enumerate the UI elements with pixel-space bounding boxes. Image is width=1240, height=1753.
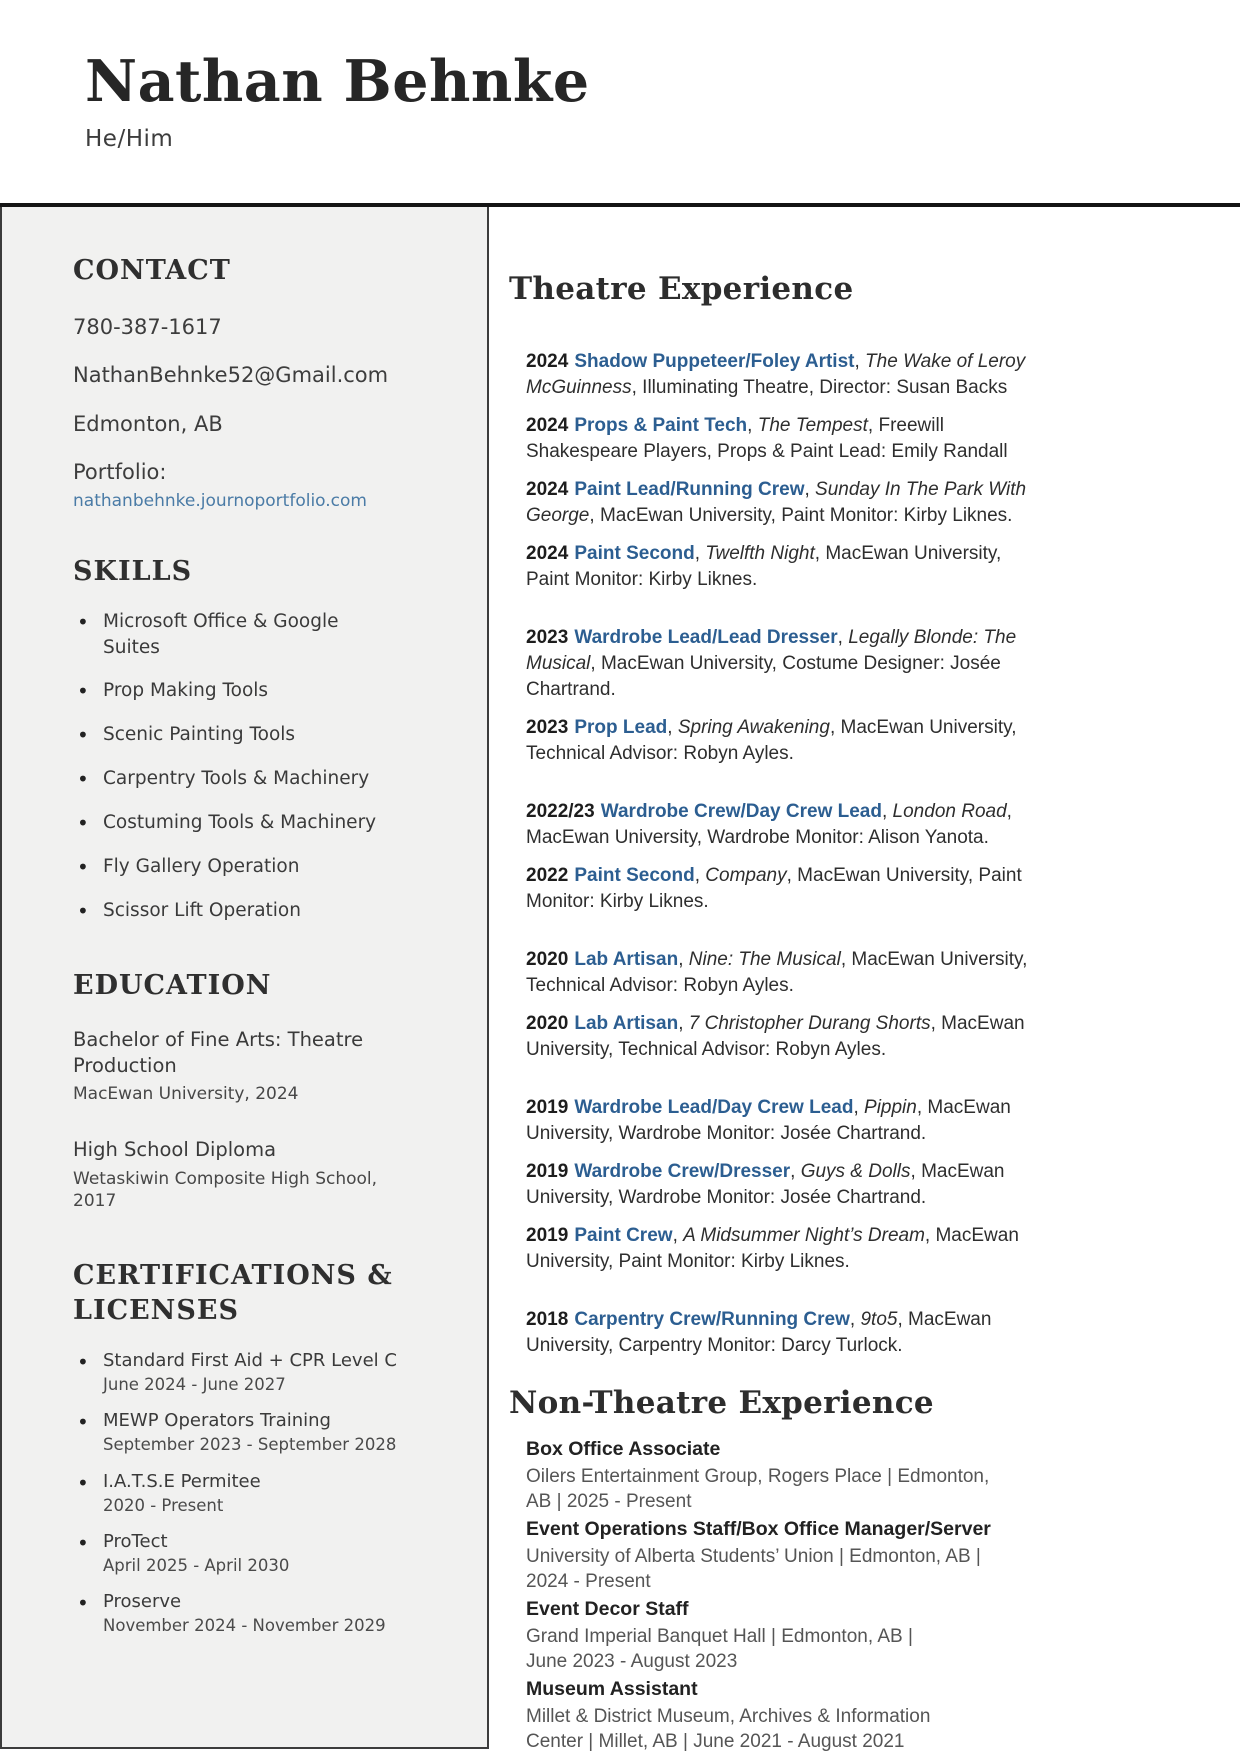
entry-detail: MacEwan University, Wardrobe Monitor: Josée Chartrand.: [526, 1097, 1011, 1144]
certifications-heading: CERTIFICATIONS & LICENSES: [73, 1260, 393, 1327]
job-title: Event Decor Staff: [526, 1598, 689, 1620]
certification-name: • I.A.T.S.E Permitee: [103, 1470, 261, 1492]
entry-separator: ,: [916, 1097, 928, 1118]
entry-show-title: Company: [705, 865, 787, 886]
portfolio-row: [73, 459, 447, 514]
certification-item: [73, 1530, 403, 1576]
education-heading: EDUCATION: [73, 969, 272, 1001]
certification-name: • Standard First Aid + CPR Level C: [103, 1349, 397, 1371]
entry-role: Paint Lead/Running Crew: [574, 479, 805, 500]
entry-separator: ,: [910, 1161, 922, 1182]
entry-role: Lab Artisan: [574, 1013, 679, 1034]
skill-item: • Scenic Painting Tools: [73, 722, 378, 748]
skills-section: [73, 554, 447, 924]
education-detail: MacEwan University, 2024: [73, 1084, 299, 1105]
certification-item: [73, 1409, 403, 1455]
education-title: High School Diploma: [73, 1138, 277, 1162]
entry-separator: ,: [924, 1225, 936, 1246]
theatre-entry: [526, 1011, 1048, 1063]
header: [0, 0, 1240, 207]
job-description: Grand Imperial Banquet Hall | Edmonton, AB | June 2023 - August 2023: [526, 1626, 913, 1672]
entry-year: 2022: [526, 865, 569, 886]
certification-item: [73, 1349, 403, 1395]
certification-dates: April 2025 - April 2030: [103, 1556, 290, 1575]
education-section: [73, 968, 447, 1213]
entry-year: 2019: [526, 1225, 569, 1246]
email-address: NathanBehnke52@Gmail.com: [73, 363, 389, 388]
entry-year: 2022/23: [526, 801, 595, 822]
entry-show-title: Sunday In The Park With George: [526, 479, 1027, 526]
entry-separator: ,: [829, 717, 841, 738]
theatre-entry: [526, 947, 1048, 999]
entry-show-title: 9to5: [860, 1309, 898, 1330]
entry-separator: ,: [786, 865, 798, 886]
pronouns: He/Him: [85, 125, 174, 152]
job-entry: [526, 1437, 1048, 1514]
education-entry: [73, 1137, 403, 1212]
entry-year: 2023: [526, 717, 569, 738]
skill-item: • Fly Gallery Operation: [73, 854, 378, 880]
entry-separator: ,: [853, 1097, 865, 1118]
entry-detail: MacEwan University, Technical Advisor: Robyn Ayles.: [526, 949, 1028, 996]
entry-separator: ,: [589, 505, 600, 526]
entry-show-title: 7 Christopher Durang Shorts: [688, 1013, 931, 1034]
theatre-entry: [526, 715, 1048, 767]
skills-list: [73, 609, 447, 924]
entry-year: 2024: [526, 351, 569, 372]
theatre-entry: [526, 1223, 1048, 1275]
non-theatre-job-list: [526, 1437, 1048, 1753]
job-entry: [526, 1597, 1048, 1674]
entry-show-title: A Midsummer Night’s Dream: [683, 1225, 925, 1246]
entry-show-title: Nine: The Musical: [688, 949, 841, 970]
skill-item: • Carpentry Tools & Machinery: [73, 766, 378, 792]
theatre-entry: [526, 349, 1048, 401]
entry-detail: MacEwan University, Paint Monitor: Kirby Liknes.: [599, 505, 1013, 526]
entry-separator: ,: [590, 653, 601, 674]
job-description: University of Alberta Students’ Union | Edmonton, AB | 2024 - Present: [526, 1546, 981, 1592]
entry-separator: ,: [837, 627, 849, 648]
certifications-section: [73, 1258, 447, 1637]
non-theatre-section: [509, 1385, 1240, 1753]
skill-item: • Scissor Lift Operation: [73, 898, 378, 924]
phone-number: 780-387-1617: [73, 315, 222, 340]
entry-separator: ,: [930, 1013, 942, 1034]
certification-dates: November 2024 - November 2029: [103, 1616, 386, 1636]
entry-separator: ,: [1006, 801, 1012, 822]
entry-separator: ,: [840, 949, 852, 970]
theatre-entry: [526, 799, 1048, 851]
job-entry: [526, 1517, 1048, 1594]
entry-show-title: Spring Awakening: [677, 717, 830, 738]
certification-name: • MEWP Operators Training: [103, 1410, 331, 1432]
job-title: Box Office Associate: [526, 1438, 721, 1460]
entry-detail: MacEwan University, Technical Advisor: Robyn Ayles.: [526, 1013, 1025, 1060]
theatre-entry: [526, 413, 1048, 465]
entry-show-title: London Road: [892, 801, 1007, 822]
skills-heading: SKILLS: [73, 555, 193, 587]
content-columns: [0, 207, 1240, 1752]
entry-show-title: Twelfth Night: [705, 543, 815, 564]
entry-separator: ,: [814, 543, 826, 564]
entry-role: Carpentry Crew/Running Crew: [574, 1309, 850, 1330]
entry-show-title: The Wake of Leroy McGuinness: [526, 351, 1026, 398]
entry-separator: ,: [867, 415, 879, 436]
theatre-entry: [526, 1095, 1048, 1147]
entry-role: Lab Artisan: [574, 949, 679, 970]
entry-year: 2024: [526, 543, 569, 564]
entry-detail: MacEwan University, Paint Monitor: Kirby Liknes.: [526, 543, 1002, 590]
entry-detail: MacEwan University, Paint Monitor: Kirby Liknes.: [526, 1225, 1019, 1272]
entry-separator: ,: [854, 351, 866, 372]
entry-separator: ,: [881, 801, 893, 822]
entry-role: Wardrobe Lead/Day Crew Lead: [574, 1097, 854, 1118]
entry-detail: MacEwan University, Technical Advisor: Robyn Ayles.: [526, 717, 1017, 764]
entry-separator: ,: [747, 415, 758, 436]
entry-year: 2018: [526, 1309, 569, 1330]
contact-section: [73, 253, 447, 514]
entry-role: Prop Lead: [574, 717, 668, 738]
entry-detail: MacEwan University, Carpentry Monitor: Darcy Turlock.: [526, 1309, 992, 1356]
entry-detail: MacEwan University, Wardrobe Monitor: Josée Chartrand.: [526, 1161, 1005, 1208]
certification-item: [73, 1590, 403, 1636]
theatre-entry-list: [526, 349, 1048, 1359]
entry-role: Props & Paint Tech: [574, 415, 748, 436]
sidebar: [0, 207, 489, 1749]
non-theatre-experience-heading: Non-Theatre Experience: [509, 1385, 934, 1421]
portfolio-label: Portfolio:: [73, 459, 167, 484]
portfolio-link[interactable]: nathanbehnke.journoportfolio.com: [73, 491, 367, 512]
entry-role: Wardrobe Crew/Day Crew Lead: [600, 801, 882, 822]
entry-show-title: Legally Blonde: The Musical: [526, 627, 1017, 674]
job-entry: [526, 1677, 1048, 1753]
main-column: [489, 207, 1240, 1752]
job-description: Millet & District Museum, Archives & Information Center | Millet, AB | June 2021 - August 2021: [526, 1706, 931, 1752]
education-list: [73, 1027, 447, 1212]
certification-dates: 2020 - Present: [103, 1495, 224, 1515]
entry-year: 2023: [526, 627, 569, 648]
entry-role: Paint Second: [574, 865, 695, 886]
entry-detail: MacEwan University, Wardrobe Monitor: Alison Yanota.: [526, 827, 989, 848]
job-description: Oilers Entertainment Group, Rogers Place | Edmonton, AB | 2025 - Present: [526, 1466, 990, 1512]
theatre-entry: [526, 625, 1048, 703]
contact-heading: CONTACT: [73, 255, 231, 286]
entry-separator: ,: [897, 1309, 909, 1330]
certifications-list: [73, 1349, 447, 1637]
entry-role: Shadow Puppeteer/Foley Artist: [574, 351, 855, 372]
certification-item: [73, 1470, 403, 1516]
education-entry: [73, 1027, 403, 1106]
skill-item: • Microsoft Office & Google Suites: [73, 609, 378, 661]
theatre-entry: [526, 541, 1048, 593]
entry-show-title: The Tempest: [757, 415, 868, 436]
entry-role: Paint Crew: [574, 1225, 673, 1246]
theatre-entry: [526, 863, 1048, 915]
education-detail: Wetaskiwin Composite High School, 2017: [73, 1169, 378, 1212]
entry-separator: ,: [678, 1013, 689, 1034]
skill-item: • Costuming Tools & Machinery: [73, 810, 378, 836]
job-title: Museum Assistant: [526, 1678, 698, 1700]
certification-name: • Proserve: [103, 1591, 182, 1613]
theatre-experience-heading: Theatre Experience: [509, 271, 854, 307]
certification-dates: September 2023 - September 2028: [103, 1435, 397, 1455]
certification-dates: June 2024 - June 2027: [103, 1374, 286, 1394]
theatre-entry: [526, 477, 1048, 529]
location: Edmonton, AB: [73, 411, 223, 436]
entry-year: 2019: [526, 1097, 569, 1118]
entry-show-title: Guys & Dolls: [800, 1161, 911, 1182]
entry-separator: ,: [631, 377, 643, 398]
entry-year: 2019: [526, 1161, 569, 1182]
entry-year: 2020: [526, 949, 569, 970]
entry-role: Wardrobe Crew/Dresser: [574, 1161, 791, 1182]
entry-separator: ,: [849, 1309, 861, 1330]
entry-separator: ,: [694, 543, 706, 564]
theatre-entry: [526, 1159, 1048, 1211]
entry-detail: MacEwan University, Paint Monitor: Kirby Liknes.: [526, 865, 1022, 912]
entry-show-title: Pippin: [864, 1097, 917, 1118]
education-title: Bachelor of Fine Arts: Theatre Production: [73, 1027, 364, 1077]
entry-separator: ,: [694, 865, 706, 886]
entry-year: 2024: [526, 479, 569, 500]
entry-separator: ,: [672, 1225, 684, 1246]
entry-detail: Illuminating Theatre, Director: Susan Backs: [642, 377, 1008, 398]
entry-separator: ,: [667, 717, 678, 738]
entry-separator: ,: [790, 1161, 801, 1182]
entry-separator: ,: [804, 479, 816, 500]
skill-item: • Prop Making Tools: [73, 678, 378, 704]
entry-detail: Freewill Shakespeare Players, Props & Paint Lead: Emily Randall: [526, 415, 1008, 462]
person-name: Nathan Behnke: [85, 48, 590, 115]
contact-list: [73, 314, 447, 513]
entry-role: Wardrobe Lead/Lead Dresser: [574, 627, 838, 648]
theatre-entry: [526, 1307, 1048, 1359]
entry-separator: ,: [678, 949, 689, 970]
entry-role: Paint Second: [574, 543, 695, 564]
entry-year: 2024: [526, 415, 569, 436]
entry-year: 2020: [526, 1013, 569, 1034]
certification-name: • ProTect: [103, 1530, 168, 1552]
entry-detail: MacEwan University, Costume Designer: Josée Chartrand.: [526, 653, 1001, 700]
job-title: Event Operations Staff/Box Office Manager/Server: [526, 1518, 991, 1540]
